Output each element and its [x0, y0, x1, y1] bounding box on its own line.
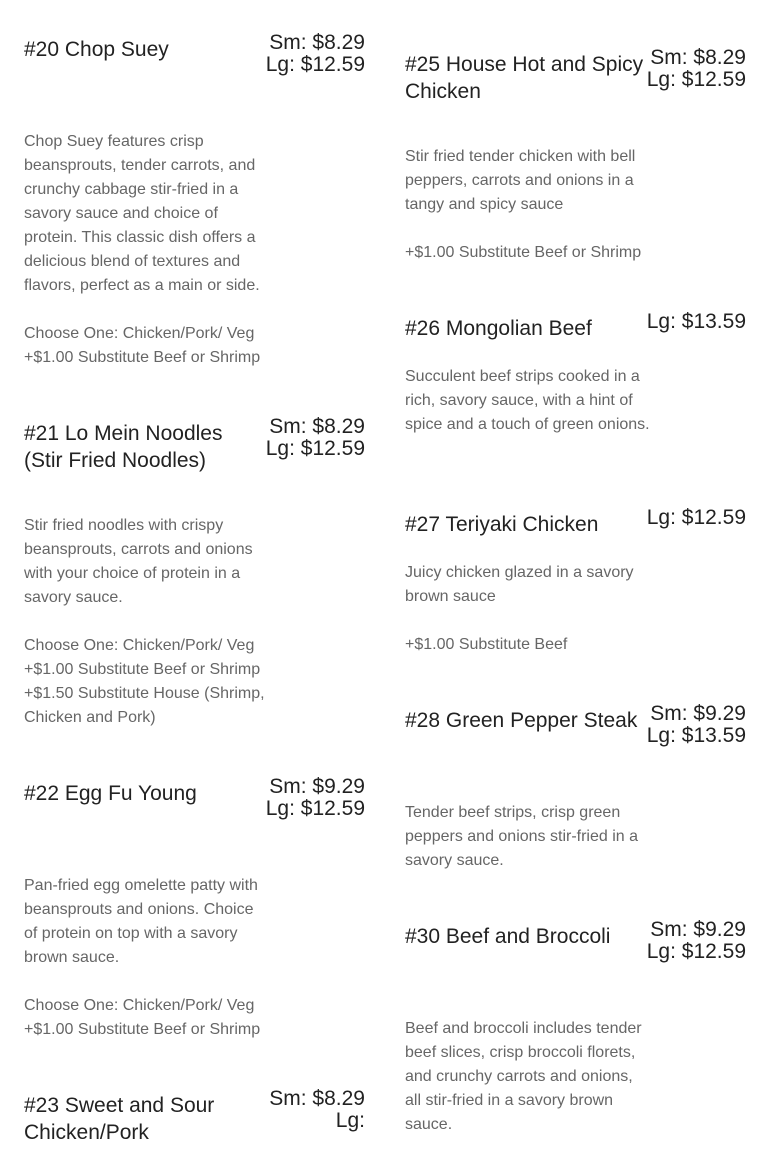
menu-item-green-pepper-steak[interactable]	[405, 702, 746, 869]
menu-item-description	[405, 1017, 650, 1137]
option-line: Choose One: Chicken/Pork/ Veg	[24, 997, 255, 1014]
option-line: +$1.00 Substitute Beef	[405, 636, 568, 653]
menu-item-price[interactable]	[266, 32, 365, 76]
options-text	[24, 994, 269, 1042]
price-large: Lg:	[335, 1109, 365, 1132]
options-text	[405, 241, 665, 265]
option-line: +$1.00 Substitute Beef or Shrimp	[24, 1021, 261, 1038]
menu-item-price[interactable]	[647, 703, 746, 747]
description-text: Beef and broccoli includes tender beef slices, crisp broccoli florets, and crunchy carrots and onions, all stir-fried in a savory brown sauce.	[405, 1020, 642, 1133]
description-text: Pan-fried egg omelette patty with beansprouts and onions. Choice of protein on top with a savory brown sauce.	[24, 877, 258, 966]
price-large: Lg: $12.59	[646, 68, 746, 91]
menu-item-description	[24, 130, 269, 370]
price-small: Sm: $8.29	[269, 1087, 365, 1110]
menu-item-house-hot-spicy-chicken[interactable]	[405, 46, 746, 261]
menu-item-description	[405, 801, 650, 873]
menu-item-lo-mein[interactable]	[24, 415, 365, 726]
menu-item-price[interactable]	[269, 1088, 365, 1132]
menu-item-header	[24, 415, 365, 474]
menu-item-header	[405, 310, 746, 342]
menu-item-header	[405, 918, 746, 963]
option-line: +$1.00 Substitute Beef or Shrimp	[24, 661, 261, 678]
description-text: Succulent beef strips cooked in a rich, savory sauce, with a hint of spice and a touch of green onions.	[405, 368, 650, 433]
menu-item-price[interactable]	[647, 47, 746, 91]
price-large: Lg: $12.59	[265, 53, 365, 76]
menu-item-header	[405, 46, 746, 105]
menu-item-name[interactable]: #23 Sweet and Sour Chicken/Pork	[24, 1094, 215, 1144]
menu-item-price[interactable]	[266, 776, 365, 820]
price-small: Sm: $9.29	[650, 702, 746, 725]
description-text: Chop Suey features crisp beansprouts, tender carrots, and crunchy cabbage stir-fried in a savory sauce and choice of protein. This classic dish offers a delicious blend of textures and flavors, perfect as a main or side.	[24, 133, 260, 294]
menu-item-name[interactable]: #22 Egg Fu Young	[24, 782, 197, 805]
menu-item-chop-suey[interactable]	[24, 31, 365, 366]
menu-item-name[interactable]: #21 Lo Mein Noodles (Stir Fried Noodles)	[24, 422, 223, 472]
description-text: Stir fried noodles with crispy beansprouts, carrots and onions with your choice of protein in a savory sauce.	[24, 517, 253, 606]
menu-item-header	[24, 1087, 365, 1146]
menu-item-description	[405, 145, 650, 265]
menu-item-teriyaki-chicken[interactable]	[405, 506, 746, 653]
option-line: Choose One: Chicken/Pork/ Veg	[24, 637, 255, 654]
menu-item-header	[405, 506, 746, 538]
menu-item-header	[405, 702, 746, 747]
price-large: Lg: $12.59	[265, 797, 365, 820]
options-text	[24, 322, 269, 370]
menu-item-name[interactable]: #28 Green Pepper Steak	[405, 709, 638, 732]
menu-item-description	[24, 874, 269, 1042]
menu-item-description	[405, 561, 650, 657]
description-text: Stir fried tender chicken with bell peppers, carrots and onions in a tangy and spicy sauce	[405, 148, 636, 213]
menu-item-price[interactable]	[266, 416, 365, 460]
menu-item-name[interactable]: #27 Teriyaki Chicken	[405, 513, 599, 536]
menu-item-beef-and-broccoli[interactable]	[405, 918, 746, 1133]
price-small: Sm: $9.29	[650, 918, 746, 941]
menu-item-price[interactable]	[647, 507, 746, 529]
price-large: Lg: $12.59	[646, 506, 746, 529]
price-large: Lg: $13.59	[646, 724, 746, 747]
menu-item-name[interactable]: #26 Mongolian Beef	[405, 317, 592, 340]
menu-item-name[interactable]: #25 House Hot and Spicy Chicken	[405, 53, 644, 103]
menu-item-price[interactable]	[647, 311, 746, 333]
option-line: +$1.00 Substitute Beef or Shrimp	[24, 349, 261, 366]
description-text: Tender beef strips, crisp green peppers and onions stir-fried in a savory sauce.	[405, 804, 639, 869]
option-line: +$1.00 Substitute Beef or Shrimp	[405, 244, 642, 261]
price-small: Sm: $9.29	[269, 775, 365, 798]
menu-item-egg-fu-young[interactable]	[24, 775, 365, 1038]
price-small: Sm: $8.29	[650, 46, 746, 69]
menu-item-mongolian-beef[interactable]	[405, 310, 746, 433]
menu-item-name[interactable]: #30 Beef and Broccoli	[405, 925, 611, 948]
price-large: Lg: $12.59	[646, 940, 746, 963]
price-large: Lg: $13.59	[646, 310, 746, 333]
option-line: Choose One: Chicken/Pork/ Veg	[24, 325, 255, 342]
price-small: Sm: $8.29	[269, 415, 365, 438]
options-text	[405, 633, 650, 657]
options-text	[24, 634, 269, 730]
menu-item-price[interactable]	[647, 919, 746, 963]
option-line: +$1.50 Substitute House (Shrimp, Chicken and Pork)	[24, 685, 265, 726]
menu-item-header	[24, 31, 365, 76]
menu-item-description	[24, 514, 269, 730]
price-small: Sm: $8.29	[269, 31, 365, 54]
menu-item-sweet-and-sour[interactable]	[24, 1087, 365, 1146]
menu-item-name[interactable]: #20 Chop Suey	[24, 38, 169, 61]
description-text: Juicy chicken glazed in a savory brown sauce	[405, 564, 634, 605]
price-large: Lg: $12.59	[265, 437, 365, 460]
menu-item-description	[405, 365, 650, 437]
menu-item-header	[24, 775, 365, 820]
